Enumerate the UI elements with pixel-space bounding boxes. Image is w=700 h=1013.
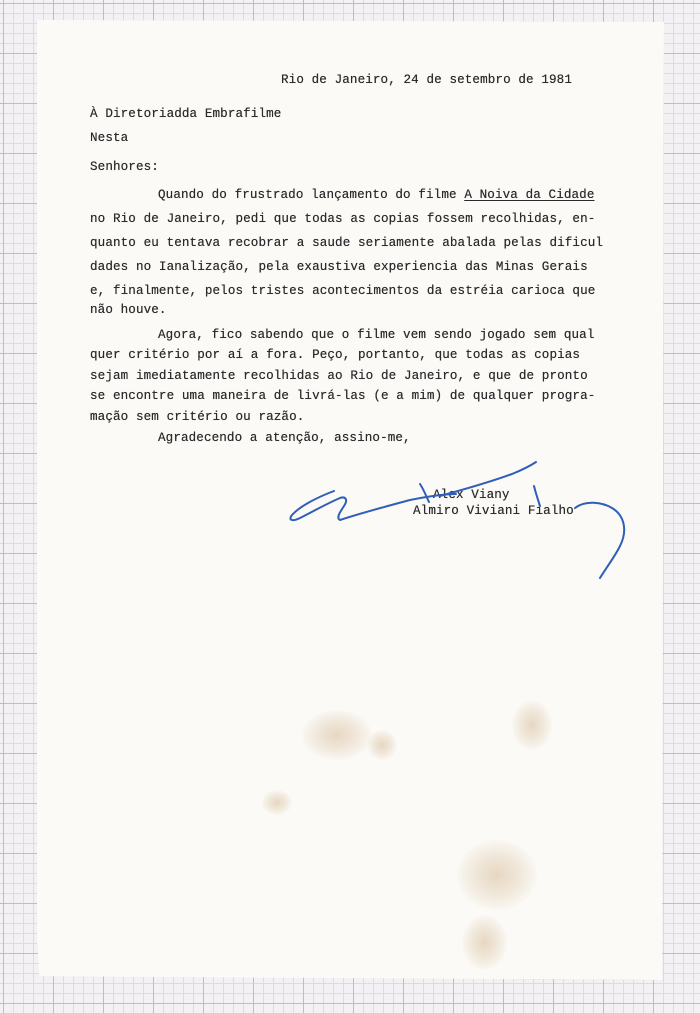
addressee-line: À Diretoriadda Embrafilme [90,107,282,121]
water-stain [262,790,292,815]
water-stain [367,730,397,760]
addressee-line-2: Nesta [90,131,129,145]
salutation: Senhores: [90,160,159,174]
water-stain [457,840,537,910]
paragraph-2-line-4: se encontre uma maneira de livrá-las (e a mim) de qualquer progra- [90,389,596,403]
paragraph-1-line-2: no Rio de Janeiro, pedi que todas as copias fossem recolhidas, en- [90,212,596,226]
signature-name: Alex Viany [433,488,510,502]
paragraph-2-line-5: mação sem critério ou razão. [90,410,305,424]
paragraph-1-line-4: dades no Ianalização, pela exaustiva experiencia das Minas Gerais [90,260,588,274]
water-stain [302,710,372,760]
water-stain [462,915,507,970]
film-title: A Noiva da Cidade [464,188,595,202]
paragraph-1-line-3: quanto eu tentava recobrar a saude seriamente abalada pelas dificul [90,236,604,250]
paragraph-1-line-5: e, finalmente, pelos tristes acontecimentos da estréia carioca que [90,284,596,298]
paragraph-1-line-6: não houve. [90,303,167,317]
paragraph-1-line-1-text: Quando do frustrado lançamento do filme [158,188,465,202]
paragraph-2-line-1: Agora, fico sabendo que o filme vem sendo jogado sem qual [158,328,595,342]
date-line: Rio de Janeiro, 24 de setembro de 1981 [281,73,572,87]
closing-line: Agradecendo a atenção, assino-me, [158,431,411,445]
paragraph-1-line-1 [158,188,595,202]
paragraph-2-line-2: quer critério por aí a fora. Peço, portanto, que todas as copias [90,348,581,362]
paragraph-2-line-3: sejam imediatamente recolhidas ao Rio de Janeiro, e que de pronto [90,369,588,383]
signature-fullname: Almiro Viviani Fialho [413,504,574,518]
water-stain [512,700,552,750]
